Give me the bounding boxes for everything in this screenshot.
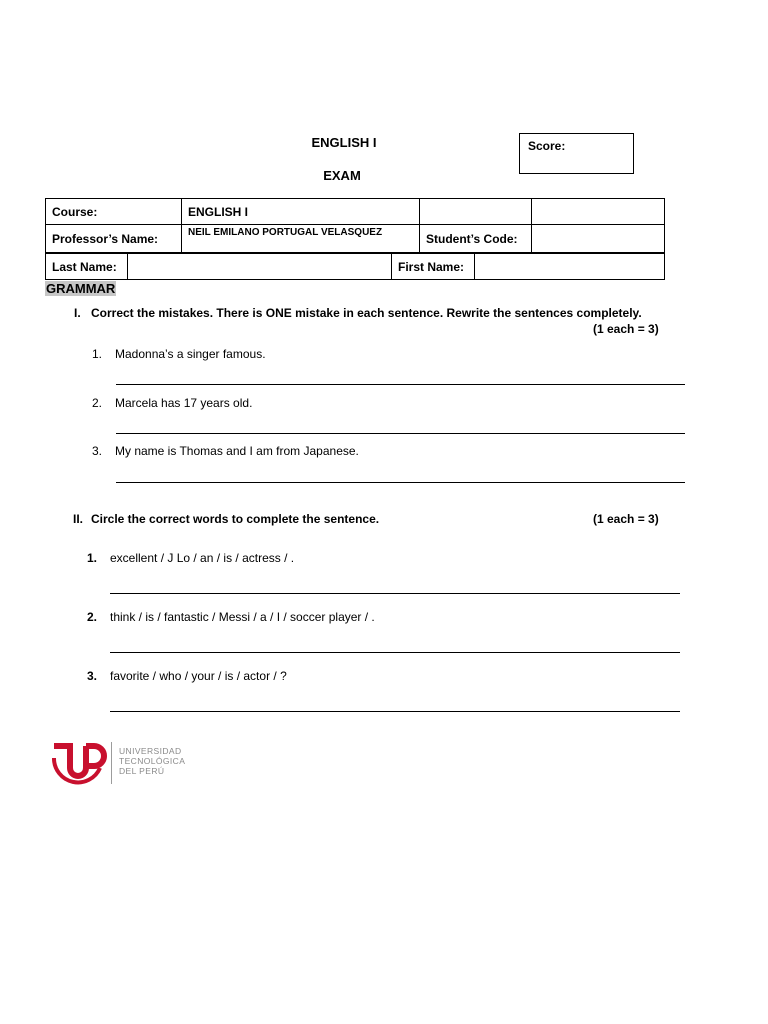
answer-line[interactable] — [110, 711, 680, 712]
logo-text-line2: TECNOLÓGICA — [119, 756, 186, 766]
part1-item-text: My name is Thomas and I am from Japanese. — [115, 444, 359, 458]
score-label: Score: — [528, 139, 566, 153]
student-name-table — [45, 253, 665, 280]
part2-item-text: favorite / who / your / is / actor / ? — [110, 669, 287, 683]
answer-line[interactable] — [116, 384, 685, 385]
part1-instruction: Correct the mistakes. There is ONE mistake in each sentence. Rewrite the sentences completely. — [91, 306, 642, 320]
part1-points: (1 each = 3) — [593, 322, 659, 336]
last-name-field[interactable] — [128, 254, 392, 280]
professor-label: Professor’s Name: — [46, 225, 182, 253]
course-info-table — [45, 198, 665, 253]
part2-numeral: II. — [73, 512, 84, 526]
student-code-label: Student’s Code: — [420, 225, 532, 253]
answer-line[interactable] — [110, 593, 680, 594]
exam-subtitle: EXAM — [323, 168, 361, 183]
blank-cell — [420, 199, 532, 225]
score-box[interactable] — [519, 133, 634, 174]
utp-logo-icon — [52, 738, 112, 788]
answer-line[interactable] — [110, 652, 680, 653]
part2-item-number: 3. — [87, 669, 98, 683]
part2-instruction: Circle the correct words to complete the sentence. — [91, 512, 380, 526]
section-heading: GRAMMAR — [46, 281, 116, 296]
part2-item-number: 2. — [87, 610, 98, 624]
part1-item-text: Madonna’s a singer famous. — [115, 347, 266, 361]
logo-text-line1: UNIVERSIDAD — [119, 746, 182, 756]
logo-divider — [111, 742, 112, 784]
part1-item-number: 2. — [92, 396, 103, 410]
professor-value: NEIL EMILANO PORTUGAL VELASQUEZ — [182, 225, 420, 253]
blank-cell — [532, 199, 665, 225]
part1-numeral: I. — [74, 306, 81, 320]
course-label: Course: — [46, 199, 182, 225]
logo-text-line3: DEL PERÚ — [119, 766, 165, 776]
part2-item-text: excellent / J Lo / an / is / actress / . — [110, 551, 295, 565]
first-name-field[interactable] — [475, 254, 665, 280]
course-value: ENGLISH I — [182, 199, 420, 225]
part1-item-text: Marcela has 17 years old. — [115, 396, 253, 410]
answer-line[interactable] — [116, 482, 685, 483]
student-code-field[interactable] — [532, 225, 665, 253]
first-name-label: First Name: — [392, 254, 475, 280]
part2-item-text: think / is / fantastic / Messi / a / I / soccer player / . — [110, 610, 375, 624]
exam-title: ENGLISH I — [311, 135, 377, 150]
last-name-label: Last Name: — [46, 254, 128, 280]
part2-points: (1 each = 3) — [593, 512, 659, 526]
answer-line[interactable] — [116, 433, 685, 434]
part1-item-number: 3. — [92, 444, 103, 458]
part2-item-number: 1. — [87, 551, 98, 565]
part1-item-number: 1. — [92, 347, 103, 361]
